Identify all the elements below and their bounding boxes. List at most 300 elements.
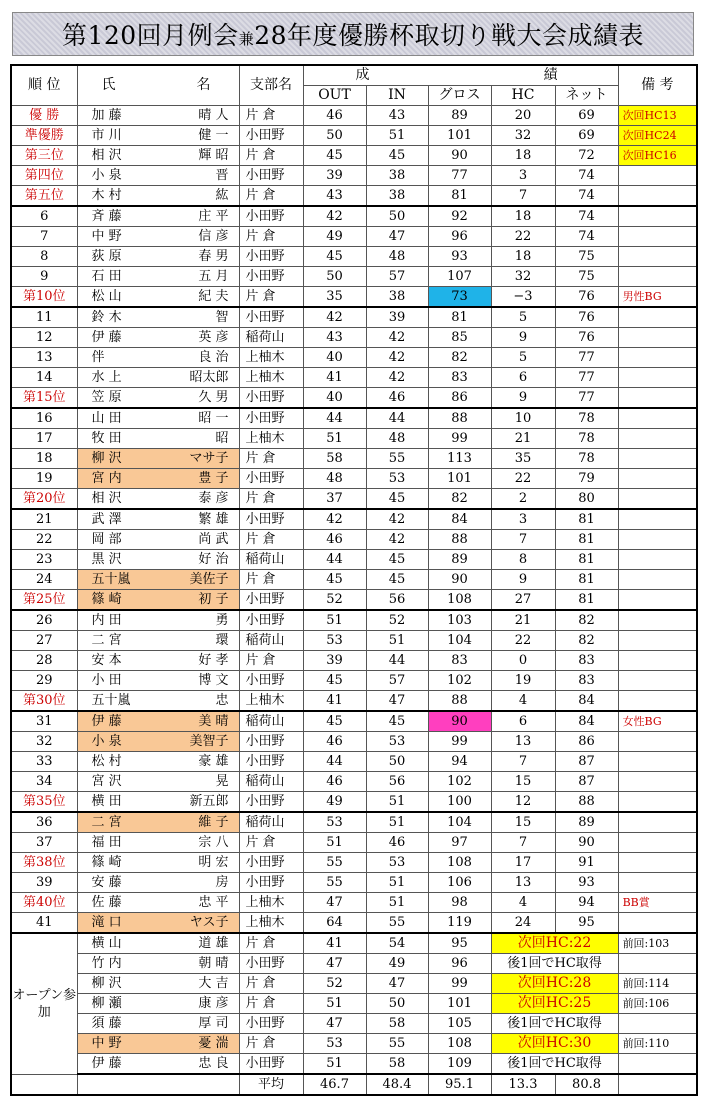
hc-status-cell: 後1回でHC取得: [491, 1014, 618, 1034]
in-cell: 58: [366, 1054, 428, 1075]
in-cell: 50: [366, 994, 428, 1014]
hc-cell: 20: [491, 106, 555, 126]
player-name: [77, 893, 239, 913]
rank-cell: 12: [11, 328, 77, 348]
branch-cell: 小田野: [239, 408, 303, 429]
given-name: 健 一: [198, 128, 229, 143]
rank-cell: 優 勝: [11, 106, 77, 126]
rank-cell: 27: [11, 631, 77, 651]
title-banner: [12, 12, 694, 56]
family-name: 柳 瀬: [91, 996, 122, 1011]
family-name: 斉 藤: [91, 209, 122, 224]
branch-cell: 小田野: [239, 206, 303, 227]
hc-cell: 35: [491, 449, 555, 469]
gross-cell: 96: [428, 227, 491, 247]
rank-cell: 18: [11, 449, 77, 469]
given-name: 晋: [215, 168, 229, 183]
note-cell: 次回HC16: [618, 146, 697, 166]
net-cell: 69: [555, 106, 618, 126]
family-name: 相 沢: [91, 491, 122, 506]
average-in: 48.4: [366, 1074, 428, 1095]
table-row: [11, 812, 697, 833]
table-row: [11, 853, 697, 873]
in-cell: 43: [366, 106, 428, 126]
note-cell: 次回HC13: [618, 106, 697, 126]
net-cell: 77: [555, 388, 618, 409]
gross-cell: 103: [428, 610, 491, 631]
rank-cell: 37: [11, 833, 77, 853]
out-cell: 45: [303, 247, 366, 267]
table-row: [11, 631, 697, 651]
hc-cell: 19: [491, 671, 555, 691]
family-name: 安 藤: [91, 875, 122, 890]
in-cell: 53: [366, 469, 428, 489]
table-row: [11, 974, 697, 994]
note-cell: 男性BG: [618, 287, 697, 308]
note-cell: [618, 247, 697, 267]
hc-cell: 22: [491, 227, 555, 247]
in-cell: 44: [366, 651, 428, 671]
player-name: [77, 1054, 239, 1075]
table-row: [11, 509, 697, 530]
player-name: [77, 631, 239, 651]
out-cell: 45: [303, 711, 366, 732]
rank-cell: 準優勝: [11, 126, 77, 146]
in-cell: 47: [366, 227, 428, 247]
in-cell: 46: [366, 388, 428, 409]
given-name: 紀 夫: [198, 289, 229, 304]
note-cell: [618, 1014, 697, 1034]
family-name: 中 野: [91, 229, 122, 244]
player-name: [77, 590, 239, 611]
note-cell: 前回:103: [618, 933, 697, 954]
gross-cell: 108: [428, 1034, 491, 1054]
given-name: 信 彦: [198, 229, 229, 244]
player-name: [77, 752, 239, 772]
table-row: [11, 267, 697, 287]
results-table: [10, 64, 698, 1096]
gross-cell: 89: [428, 106, 491, 126]
header-in: IN: [366, 86, 428, 106]
gross-cell: 109: [428, 1054, 491, 1075]
given-name: 泰 彦: [198, 491, 229, 506]
in-cell: 58: [366, 1014, 428, 1034]
rank-cell: 第25位: [11, 590, 77, 611]
hc-cell: 0: [491, 651, 555, 671]
gross-cell: 98: [428, 893, 491, 913]
family-name: 五十嵐: [91, 693, 131, 708]
hc-cell: 9: [491, 388, 555, 409]
header-note: 備 考: [618, 65, 697, 106]
rank-cell: 26: [11, 610, 77, 631]
gross-cell: 101: [428, 994, 491, 1014]
player-name: [77, 994, 239, 1014]
given-name: 宗 八: [198, 835, 229, 850]
given-name: 好 孝: [198, 653, 229, 668]
family-name: 横 田: [91, 794, 122, 809]
net-cell: 87: [555, 772, 618, 792]
given-name: 新五郎: [189, 794, 229, 809]
player-name: [77, 328, 239, 348]
rank-cell: 28: [11, 651, 77, 671]
gross-cell: 93: [428, 247, 491, 267]
family-name: 相 沢: [91, 148, 122, 163]
in-cell: 51: [366, 812, 428, 833]
in-cell: 45: [366, 489, 428, 510]
player-name: [77, 388, 239, 409]
branch-cell: 稲荷山: [239, 812, 303, 833]
table-row: [11, 1054, 697, 1075]
header-gross: グロス: [428, 86, 491, 106]
net-cell: 94: [555, 893, 618, 913]
table-row: [11, 732, 697, 752]
hc-cell: 7: [491, 186, 555, 207]
hc-cell: 4: [491, 893, 555, 913]
gross-cell: 92: [428, 206, 491, 227]
out-cell: 44: [303, 408, 366, 429]
gross-cell: 107: [428, 267, 491, 287]
gross-cell: 100: [428, 792, 491, 813]
table-row: [11, 873, 697, 893]
given-name: 美 晴: [198, 714, 229, 729]
table-row: [11, 408, 697, 429]
branch-cell: 小田野: [239, 610, 303, 631]
table-row: [11, 530, 697, 550]
in-cell: 42: [366, 368, 428, 388]
rank-cell: 33: [11, 752, 77, 772]
hc-status-cell: 後1回でHC取得: [491, 954, 618, 974]
net-cell: 81: [555, 570, 618, 590]
table-row: [11, 671, 697, 691]
table-row: [11, 368, 697, 388]
branch-cell: 小田野: [239, 752, 303, 772]
table-row: [11, 954, 697, 974]
branch-cell: 片 倉: [239, 186, 303, 207]
in-cell: 51: [366, 873, 428, 893]
family-name: 竹 内: [91, 956, 122, 971]
branch-cell: 上柚木: [239, 348, 303, 368]
gross-cell: 84: [428, 509, 491, 530]
branch-cell: 片 倉: [239, 287, 303, 308]
note-cell: [618, 873, 697, 893]
player-name: [77, 106, 239, 126]
branch-cell: 片 倉: [239, 449, 303, 469]
in-cell: 47: [366, 974, 428, 994]
table-row: [11, 287, 697, 308]
player-name: [77, 509, 239, 530]
rank-cell: 第15位: [11, 388, 77, 409]
family-name: 福 田: [91, 835, 122, 850]
out-cell: 46: [303, 106, 366, 126]
player-name: [77, 449, 239, 469]
player-name: [77, 530, 239, 550]
out-cell: 53: [303, 631, 366, 651]
table-row: [11, 711, 697, 732]
rank-cell: 8: [11, 247, 77, 267]
branch-cell: 稲荷山: [239, 631, 303, 651]
average-label: 平均: [239, 1074, 303, 1095]
rank-cell: 第三位: [11, 146, 77, 166]
family-name: 伊 藤: [91, 714, 122, 729]
branch-cell: 稲荷山: [239, 711, 303, 732]
open-entry-label: オープン参加: [11, 933, 77, 1074]
hc-cell: 6: [491, 368, 555, 388]
given-name: 庄 平: [198, 209, 229, 224]
given-name: 憂 湍: [198, 1036, 229, 1051]
branch-cell: 片 倉: [239, 974, 303, 994]
gross-cell: 105: [428, 1014, 491, 1034]
table-row: [11, 570, 697, 590]
hc-cell: −3: [491, 287, 555, 308]
in-cell: 45: [366, 570, 428, 590]
header-name: 氏 名: [77, 65, 239, 106]
player-name: [77, 913, 239, 934]
header-hc: HC: [491, 86, 555, 106]
rank-cell: 34: [11, 772, 77, 792]
branch-cell: 小田野: [239, 671, 303, 691]
in-cell: 42: [366, 328, 428, 348]
player-name: [77, 1014, 239, 1034]
family-name: 篠 崎: [91, 855, 122, 870]
gross-cell: 82: [428, 489, 491, 510]
rank-cell: 36: [11, 812, 77, 833]
note-cell: [618, 853, 697, 873]
note-cell: [618, 550, 697, 570]
hc-cell: 12: [491, 792, 555, 813]
hc-cell: 22: [491, 631, 555, 651]
gross-cell: 90: [428, 570, 491, 590]
table-row: [11, 166, 697, 186]
table-row: [11, 651, 697, 671]
player-name: [77, 933, 239, 954]
open-participants: [11, 933, 697, 1074]
table-row: [11, 106, 697, 126]
player-name: [77, 1034, 239, 1054]
note-cell: [618, 206, 697, 227]
out-cell: 55: [303, 873, 366, 893]
hc-cell: 18: [491, 206, 555, 227]
net-cell: 81: [555, 590, 618, 611]
given-name: 繁 雄: [198, 512, 229, 527]
branch-cell: 片 倉: [239, 227, 303, 247]
branch-cell: 小田野: [239, 853, 303, 873]
table-row: [11, 1034, 697, 1054]
gross-cell: 90: [428, 711, 491, 732]
gross-cell: 81: [428, 186, 491, 207]
out-cell: 53: [303, 812, 366, 833]
player-name: [77, 974, 239, 994]
in-cell: 51: [366, 893, 428, 913]
out-cell: 37: [303, 489, 366, 510]
given-name: 明 宏: [198, 855, 229, 870]
in-cell: 53: [366, 732, 428, 752]
in-cell: 39: [366, 307, 428, 328]
table-row: [11, 590, 697, 611]
hc-cell: 4: [491, 691, 555, 712]
gross-cell: 83: [428, 651, 491, 671]
net-cell: 81: [555, 509, 618, 530]
out-cell: 41: [303, 368, 366, 388]
rank-cell: 第10位: [11, 287, 77, 308]
rank-cell: 41: [11, 913, 77, 934]
given-name: 晃: [215, 774, 229, 789]
player-name: [77, 772, 239, 792]
out-cell: 39: [303, 651, 366, 671]
note-cell: [618, 307, 697, 328]
table-row: [11, 994, 697, 1014]
out-cell: 49: [303, 227, 366, 247]
family-name: 安 本: [91, 653, 122, 668]
in-cell: 57: [366, 267, 428, 287]
note-cell: BB賞: [618, 893, 697, 913]
average-gross: 95.1: [428, 1074, 491, 1095]
gross-cell: 106: [428, 873, 491, 893]
player-name: [77, 691, 239, 712]
table-row: [11, 307, 697, 328]
player-name: [77, 732, 239, 752]
player-name: [77, 146, 239, 166]
note-cell: [618, 530, 697, 550]
net-cell: 81: [555, 530, 618, 550]
hc-cell: 3: [491, 509, 555, 530]
hc-cell: 27: [491, 590, 555, 611]
out-cell: 43: [303, 186, 366, 207]
given-name: 豪 雄: [198, 754, 229, 769]
given-name: 房: [215, 875, 229, 890]
out-cell: 44: [303, 752, 366, 772]
out-cell: 43: [303, 328, 366, 348]
in-cell: 50: [366, 206, 428, 227]
branch-cell: 片 倉: [239, 106, 303, 126]
rank-cell: 14: [11, 368, 77, 388]
branch-cell: 小田野: [239, 469, 303, 489]
family-name: 柳 沢: [91, 976, 122, 991]
given-name: 博 文: [198, 673, 229, 688]
hc-cell: 22: [491, 469, 555, 489]
gross-cell: 89: [428, 550, 491, 570]
gross-cell: 113: [428, 449, 491, 469]
hc-cell: 21: [491, 429, 555, 449]
branch-cell: 小田野: [239, 509, 303, 530]
table-row: [11, 752, 697, 772]
hc-cell: 7: [491, 530, 555, 550]
given-name: 五 月: [198, 269, 229, 284]
family-name: 荻 原: [91, 249, 122, 264]
in-cell: 42: [366, 509, 428, 530]
gross-cell: 99: [428, 974, 491, 994]
player-name: [77, 792, 239, 813]
net-cell: 74: [555, 227, 618, 247]
given-name: マサ子: [189, 451, 229, 466]
table-row: [11, 348, 697, 368]
note-cell: [618, 348, 697, 368]
given-name: 維 子: [198, 815, 229, 830]
note-cell: [618, 651, 697, 671]
branch-cell: 片 倉: [239, 489, 303, 510]
hc-cell: 24: [491, 913, 555, 934]
note-cell: [618, 792, 697, 813]
hc-status-cell: 後1回でHC取得: [491, 1054, 618, 1075]
in-cell: 44: [366, 408, 428, 429]
rank-cell: 29: [11, 671, 77, 691]
note-cell: [618, 913, 697, 934]
family-name: 岡 部: [91, 532, 122, 547]
gross-cell: 102: [428, 772, 491, 792]
note-cell: [618, 509, 697, 530]
player-name: [77, 651, 239, 671]
hc-cell: 5: [491, 307, 555, 328]
given-name: 輝 昭: [198, 148, 229, 163]
given-name: 良 治: [198, 350, 229, 365]
branch-cell: 片 倉: [239, 1034, 303, 1054]
hc-status-cell: 次回HC:22: [491, 933, 618, 954]
player-name: [77, 267, 239, 287]
family-name: 水 上: [91, 370, 122, 385]
out-cell: 35: [303, 287, 366, 308]
branch-cell: 片 倉: [239, 570, 303, 590]
net-cell: 79: [555, 469, 618, 489]
gross-cell: 102: [428, 671, 491, 691]
header-net: ネット: [555, 86, 618, 106]
table-row: [11, 489, 697, 510]
out-cell: 44: [303, 550, 366, 570]
branch-cell: 小田野: [239, 166, 303, 186]
table-row: [11, 388, 697, 409]
family-name: 横 山: [91, 936, 122, 951]
net-cell: 69: [555, 126, 618, 146]
given-name: 忠 良: [198, 1056, 229, 1071]
branch-cell: 上柚木: [239, 913, 303, 934]
branch-cell: 小田野: [239, 1054, 303, 1075]
net-cell: 91: [555, 853, 618, 873]
table-row: [11, 227, 697, 247]
in-cell: 56: [366, 772, 428, 792]
given-name: 忠 平: [198, 895, 229, 910]
family-name: 石 田: [91, 269, 122, 284]
hc-cell: 32: [491, 126, 555, 146]
net-cell: 77: [555, 368, 618, 388]
out-cell: 47: [303, 954, 366, 974]
out-cell: 48: [303, 469, 366, 489]
net-cell: 76: [555, 287, 618, 308]
family-name: 滝 口: [91, 915, 122, 930]
out-cell: 52: [303, 974, 366, 994]
hc-cell: 2: [491, 489, 555, 510]
note-cell: [618, 368, 697, 388]
family-name: 山 田: [91, 411, 122, 426]
out-cell: 45: [303, 671, 366, 691]
family-name: 二 宮: [91, 815, 122, 830]
player-name: [77, 570, 239, 590]
rank-cell: 第38位: [11, 853, 77, 873]
note-cell: [618, 408, 697, 429]
hc-cell: 10: [491, 408, 555, 429]
given-name: 豊 子: [198, 471, 229, 486]
given-name: 康 彦: [198, 996, 229, 1011]
player-name: [77, 206, 239, 227]
out-cell: 50: [303, 126, 366, 146]
average-row: [11, 1074, 697, 1095]
given-name: 昭 一: [198, 411, 229, 426]
net-cell: 83: [555, 651, 618, 671]
net-cell: 84: [555, 711, 618, 732]
hc-cell: 7: [491, 833, 555, 853]
net-cell: 77: [555, 348, 618, 368]
hc-cell: 15: [491, 812, 555, 833]
note-cell: [618, 1054, 697, 1075]
net-cell: 74: [555, 206, 618, 227]
in-cell: 42: [366, 348, 428, 368]
